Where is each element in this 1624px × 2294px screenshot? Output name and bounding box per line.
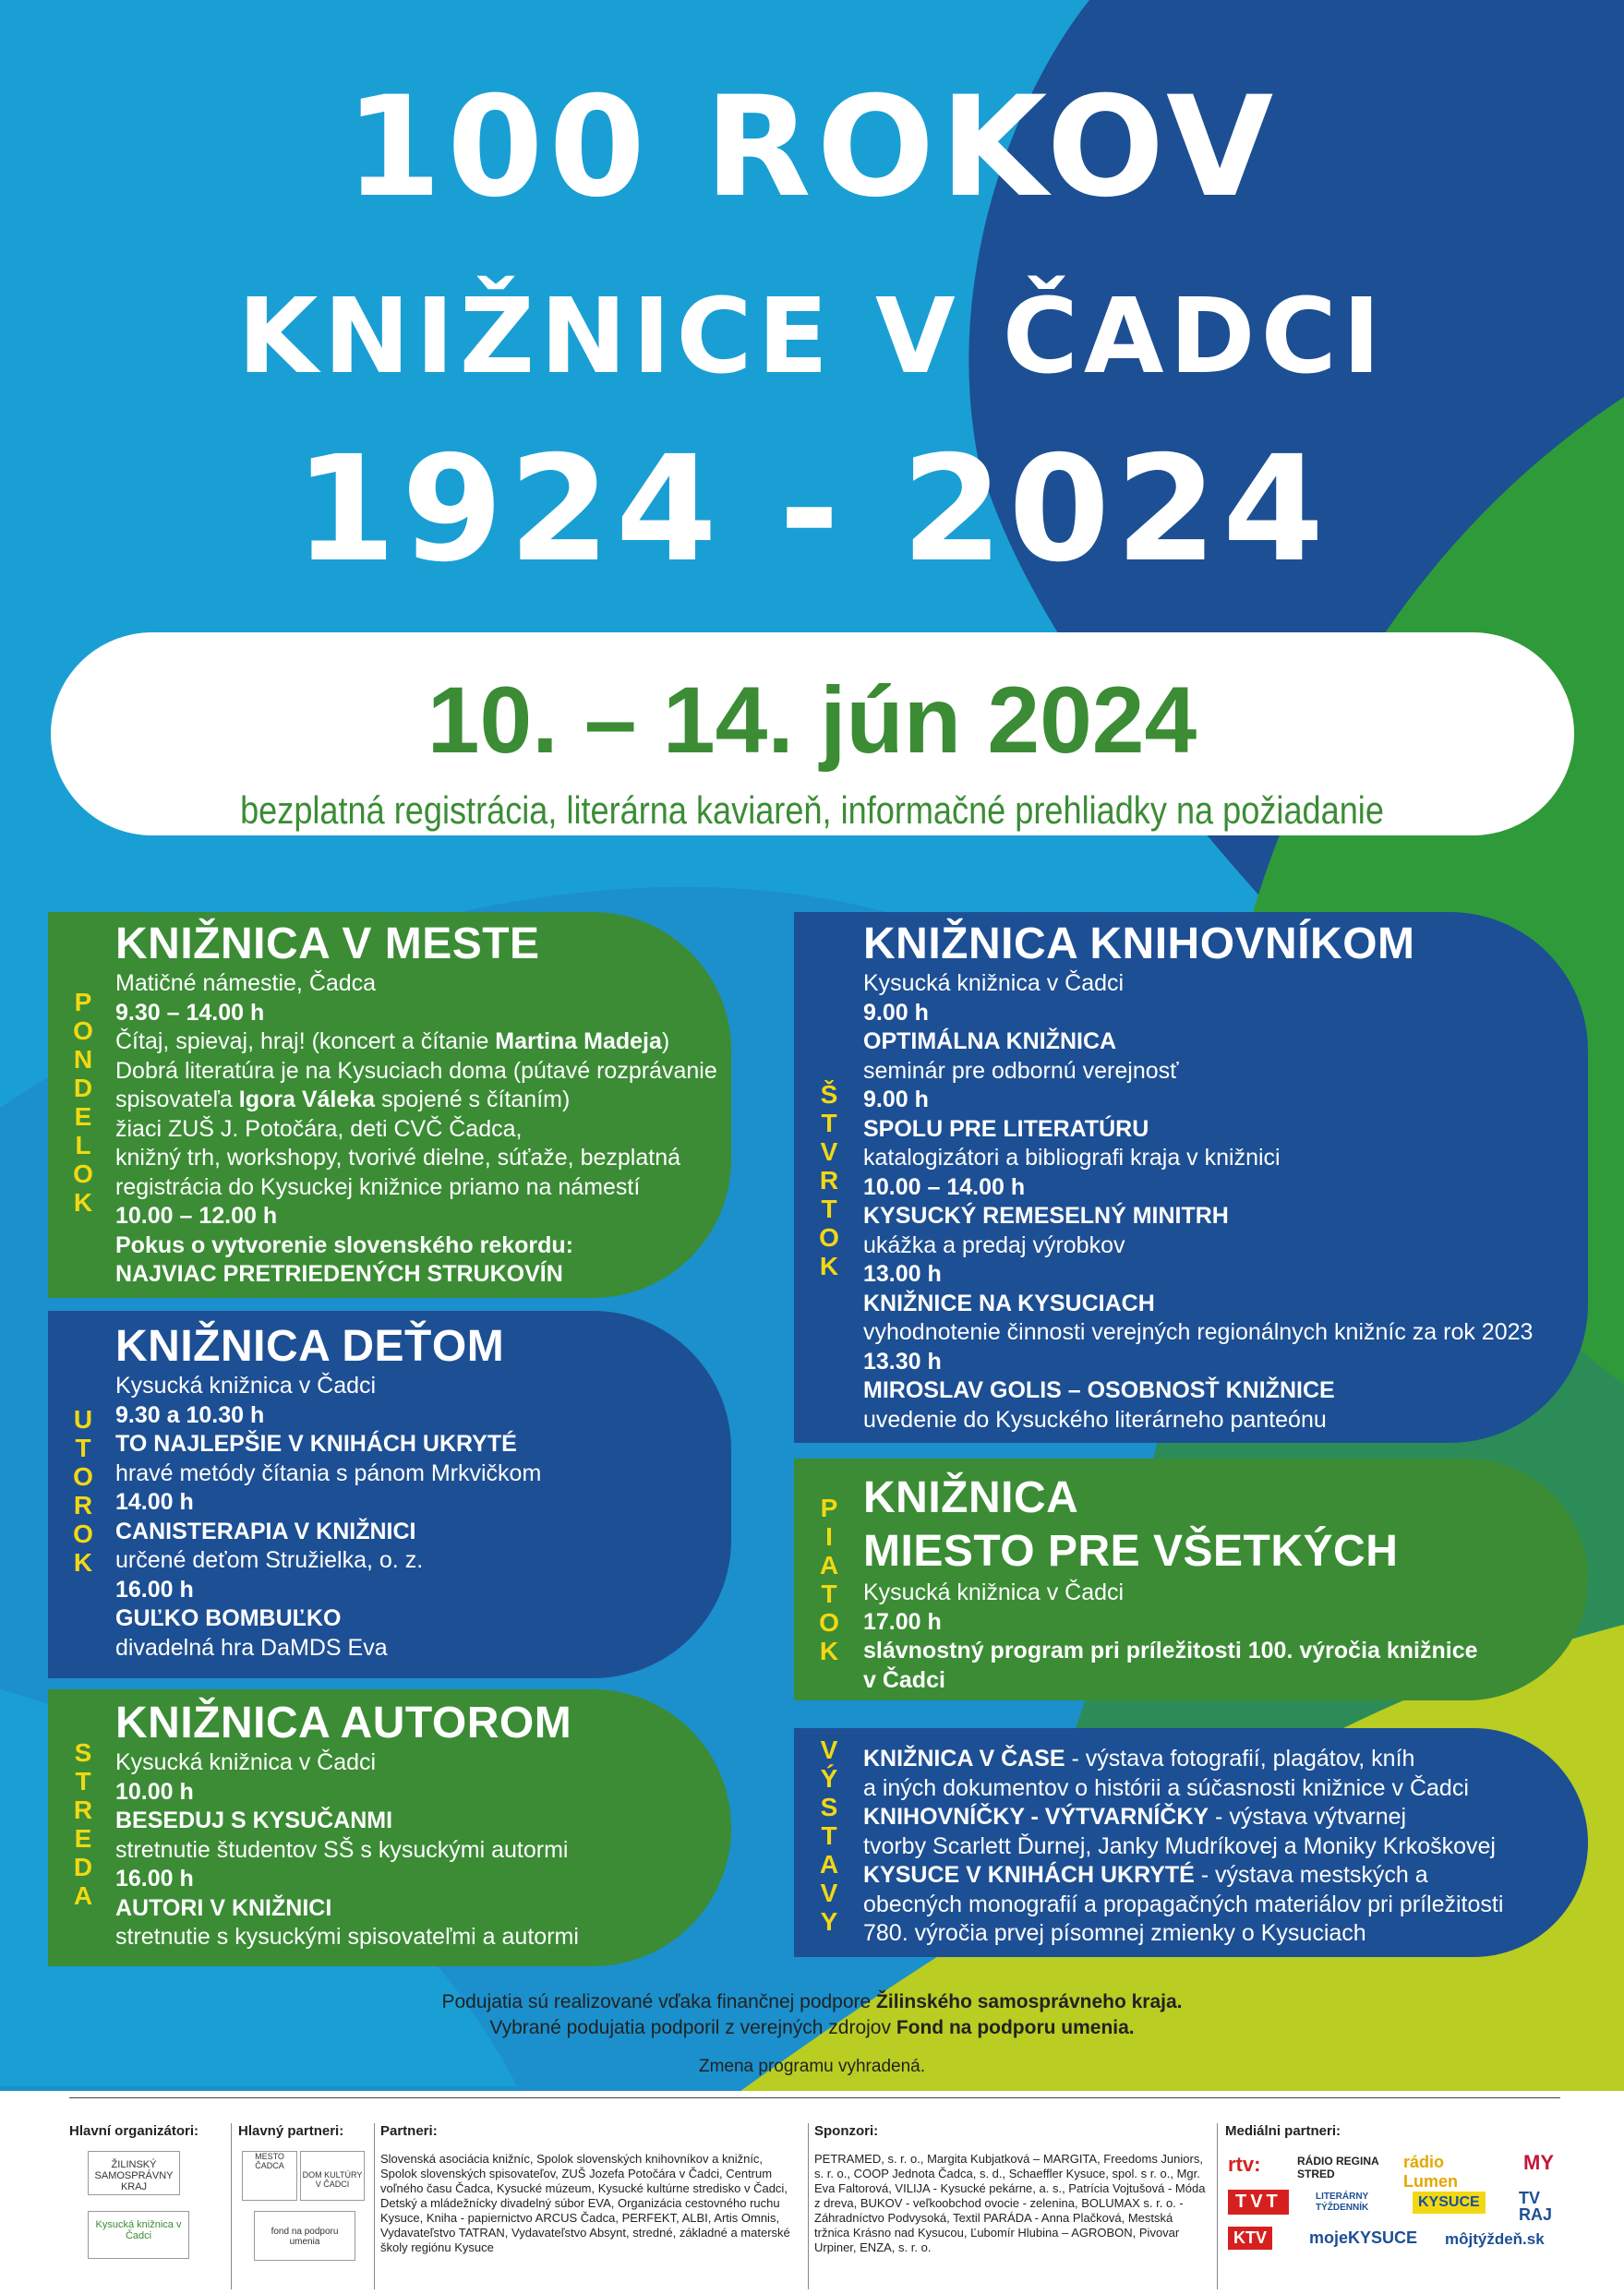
thursday-event-2: SPOLU PRE LITERATÚRU bbox=[863, 1115, 1149, 1142]
wednesday-desc-2: stretnutie s kysuckými spisovateľmi a autormi bbox=[115, 1924, 579, 1950]
friday-event-1b: v Čadci bbox=[863, 1666, 945, 1693]
tuesday-location: Kysucká knižnica v Čadci bbox=[115, 1373, 377, 1399]
exhibition-2-line-2: tvorby Scarlett Ďurnej, Janky Mudríkovej a Moniky Krkoškovej bbox=[863, 1832, 1496, 1859]
friday-title-2: MIESTO PRE VŠETKÝCH bbox=[863, 1527, 1399, 1576]
zsk-logo: ŽILINSKÝ SAMOSPRÁVNY KRAJ bbox=[88, 2151, 180, 2195]
thursday-label: Š T V R T O K bbox=[819, 1080, 839, 1280]
title-line-1: 100 ROKOV bbox=[344, 67, 1280, 228]
exhibitions-label: V Ý S T A V Y bbox=[819, 1736, 839, 1936]
monday-line-3: spisovateľa Igora Váleka spojené s čítaním) bbox=[115, 1087, 571, 1112]
sponsors-column bbox=[814, 2123, 1211, 2255]
main-partners-column bbox=[238, 2123, 367, 2146]
tuesday-content bbox=[115, 1322, 725, 1663]
partners-label: Partneri: bbox=[380, 2123, 438, 2139]
rtv-logo: rtv: bbox=[1228, 2153, 1261, 2176]
wednesday-desc-1: stretnutie študentov SŠ s kysuckými autormi bbox=[115, 1836, 569, 1863]
tv-raj-logo: TV RAJ bbox=[1519, 2189, 1553, 2224]
tuesday-time-1: 9.30 a 10.30 h bbox=[115, 1401, 265, 1428]
monday-line-6: registrácia do Kysuckej knižnice priamo na námestí bbox=[115, 1173, 641, 1200]
monday-line-4: žiaci ZUŠ J. Potočára, deti CVČ Čadca, bbox=[115, 1115, 523, 1142]
radio-regina-logo: RÁDIO REGINA STRED bbox=[1297, 2155, 1379, 2180]
support-line-2: Vybrané podujatia podporil z verejných zdrojov Fond na podporu umenia. bbox=[489, 2017, 1135, 2038]
my-noviny-logo: MY bbox=[1523, 2151, 1554, 2174]
monday-line-5: knižný trh, workshopy, tvorivé dielne, súťaže, bezplatná bbox=[115, 1145, 680, 1171]
fpu-logo: fond na podporu umenia bbox=[254, 2211, 355, 2261]
wednesday-time-1: 10.00 h bbox=[115, 1778, 194, 1805]
thursday-event-4: KNIŽNICE NA KYSUCIACH bbox=[863, 1290, 1155, 1316]
exhibition-3-line-3: 780. výročia prvej písomnej zmienky o Kysuciach bbox=[863, 1920, 1366, 1946]
friday-event-1a: slávnostný program pri príležitosti 100. výročia knižnice bbox=[863, 1638, 1478, 1663]
thursday-content bbox=[863, 919, 1583, 1435]
friday-content bbox=[863, 1471, 1583, 1695]
thursday-time-1: 9.00 h bbox=[863, 999, 929, 1026]
monday-time-2: 10.00 – 12.00 h bbox=[115, 1203, 278, 1229]
wednesday-time-2: 16.00 h bbox=[115, 1866, 194, 1892]
thursday-event-3: KYSUCKÝ REMESELNÝ MINITRH bbox=[863, 1203, 1229, 1229]
tuesday-desc-2: určené deťom Stružielka, o. z. bbox=[115, 1547, 424, 1573]
literarny-tyzdennik-logo: LITERÁRNY TÝŽDENNÍK bbox=[1316, 2192, 1369, 2213]
kysuce-noviny-logo: KYSUCE bbox=[1413, 2192, 1486, 2214]
organizers-column bbox=[69, 2123, 226, 2146]
moje-kysuce-logo: mojeKYSUCE bbox=[1309, 2228, 1418, 2247]
exhibition-3-line-2: obecných monografií a propagačných materiálov pri príležitosti bbox=[863, 1891, 1504, 1917]
monday-content bbox=[115, 919, 743, 1290]
tuesday-time-3: 16.00 h bbox=[115, 1576, 194, 1603]
exhibitions-content bbox=[863, 1745, 1583, 1949]
title-line-2: KNIŽNICE V ČADCI bbox=[237, 277, 1387, 397]
program-change-note: Zmena programu vyhradená. bbox=[698, 2057, 925, 2076]
main-partners-label: Hlavný partneri: bbox=[238, 2123, 344, 2139]
dom-kultury-logo: DOM KULTÚRY V ČADCI bbox=[300, 2151, 365, 2201]
thursday-title: KNIŽNICA KNIHOVNÍKOM bbox=[863, 919, 1415, 968]
radio-lumen-logo: rádio Lumen bbox=[1403, 2153, 1459, 2191]
friday-location: Kysucká knižnica v Čadci bbox=[863, 1579, 1125, 1605]
partners-text: Slovenská asociácia knižníc, Spolok slovenských knihovníkov a knižníc, Spolok slovenských spisovateľov, ZUŠ Jozefa Potočára v Čadci, Centrum voľného času Čadca, Kysucké múzeum, Kysucké kultúrne stredisko v Čadci, Detský a mládežnícky divadelný súbor EVA, Organizácia cestovného ruchu Kysuce, Kniha - papiernictvo ARCUS Čadca, PERFEKT, ALBI, Artis Omnis, Vydavateľstvo TATRAN, Vydavateľstvo Absynt, stredné, základné a materské školy regiónu Kysuce bbox=[380, 2152, 790, 2254]
monday-record-2: NAJVIAC PRETRIEDENÝCH STRUKOVÍN bbox=[115, 1261, 563, 1287]
monday-time-1: 9.30 – 14.00 h bbox=[115, 999, 265, 1026]
wednesday-event-2: AUTORI V KNIŽNICI bbox=[115, 1894, 332, 1921]
wednesday-label: S T R E D A bbox=[73, 1738, 93, 1910]
tuesday-desc-1: hravé metódy čítania s pánom Mrkvičkom bbox=[115, 1459, 542, 1486]
tuesday-event-1: TO NAJLEPŠIE V KNIHÁCH UKRYTÉ bbox=[115, 1431, 517, 1457]
divider-2 bbox=[374, 2123, 375, 2289]
divider-3 bbox=[808, 2123, 809, 2289]
media-label: Mediálni partneri: bbox=[1225, 2123, 1341, 2139]
thursday-desc-2: katalogizátori a bibliografi kraja v knižnici bbox=[863, 1145, 1281, 1171]
title-line-3: 1924 - 2024 bbox=[294, 425, 1330, 595]
tuesday-event-3: GUĽKO BOMBUĽKO bbox=[115, 1605, 342, 1631]
exhibition-1-line-2: a iných dokumentov o histórii a súčasnosti knižnice v Čadci bbox=[863, 1774, 1469, 1801]
tuesday-event-2: CANISTERAPIA V KNIŽNICI bbox=[115, 1518, 416, 1544]
sponsors-text: PETRAMED, s. r. o., Margita Kubjatková – MARGITA, Freedoms Juniors, s. r. o., COOP Jednota Čadca, s. d., Schaeffler Kysuce, spol. s r. o., Mgr. Eva Faltorová, VILIJA - Kysucké pekárne, a. s., Patrícia Vojtušová - Móda z dreva, BUKOV - veľkoobchod ovocie - zelenina, BOLUMAX s. r. o. - Záhradníctvo Podvysoká, Textil PARÁDA - Anna Plačková, Mestská tržnica Krásno nad Kysucou, Ľubomír Hlubina – AGROBON, Pivovar Urpiner, ENZA, s. r. o. bbox=[814, 2152, 1206, 2254]
thursday-event-5: MIROSLAV GOLIS – OSOBNOSŤ KNIŽNICE bbox=[863, 1377, 1335, 1403]
thursday-time-4: 13.00 h bbox=[863, 1261, 942, 1287]
tuesday-desc-3: divadelná hra DaMDS Eva bbox=[115, 1634, 388, 1661]
friday-title-1: KNIŽNICA bbox=[863, 1473, 1079, 1522]
friday-label: P I A T O K bbox=[819, 1494, 839, 1665]
kysucka-kniznica-logo: Kysucká knižnica v Čadci bbox=[88, 2211, 189, 2259]
thursday-desc-3: ukážka a predaj výrobkov bbox=[863, 1231, 1125, 1258]
tvt-logo: TVT bbox=[1228, 2190, 1289, 2215]
thursday-desc-1: seminár pre odbornú verejnosť bbox=[863, 1057, 1179, 1084]
tuesday-label: U T O R O K bbox=[73, 1405, 93, 1577]
support-line-1: Podujatia sú realizované vďaka finančnej podpore Žilinského samosprávneho kraja. bbox=[441, 1991, 1183, 2012]
tuesday-title: KNIŽNICA DEŤOM bbox=[115, 1322, 505, 1371]
exhibition-1: KNIŽNICA V ČASE - výstava fotografií, plagátov, kníh bbox=[863, 1746, 1415, 1772]
exhibition-3: KYSUCE V KNIHÁCH UKRYTÉ - výstava mestských a bbox=[863, 1862, 1428, 1888]
partners-column bbox=[380, 2123, 800, 2255]
monday-location: Matičné námestie, Čadca bbox=[115, 970, 377, 996]
divider-4 bbox=[1217, 2123, 1218, 2289]
monday-label: P O N D E L O K bbox=[73, 988, 93, 1217]
thursday-time-5: 13.30 h bbox=[863, 1348, 942, 1375]
footer-separator bbox=[69, 2097, 1560, 2098]
wednesday-title: KNIŽNICA AUTOROM bbox=[115, 1699, 572, 1748]
wednesday-location: Kysucká knižnica v Čadci bbox=[115, 1749, 377, 1775]
tuesday-time-2: 14.00 h bbox=[115, 1489, 194, 1515]
thursday-location: Kysucká knižnica v Čadci bbox=[863, 970, 1125, 996]
thursday-desc-5: uvedenie do Kysuckého literárneho panteónu bbox=[863, 1406, 1327, 1433]
monday-line-1: Čítaj, spievaj, hraj! (koncert a čítanie Martina Madeja) bbox=[115, 1028, 670, 1054]
media-column bbox=[1225, 2123, 1585, 2146]
event-subtitle: bezplatná registrácia, literárna kaviareň, informačné prehliadky na požiadanie bbox=[240, 788, 1384, 832]
moj-tyzden-logo: môjtýždeň.sk bbox=[1445, 2230, 1545, 2248]
monday-record-1: Pokus o vytvorenie slovenského rekordu: bbox=[115, 1231, 573, 1258]
monday-title: KNIŽNICA V MESTE bbox=[115, 919, 540, 968]
divider-1 bbox=[231, 2123, 232, 2289]
thursday-event-1: OPTIMÁLNA KNIŽNICA bbox=[863, 1028, 1117, 1054]
thursday-time-3: 10.00 – 14.00 h bbox=[863, 1173, 1026, 1200]
friday-time-1: 17.00 h bbox=[863, 1608, 942, 1635]
monday-line-2: Dobrá literatúra je na Kysuciach doma (pútavé rozprávanie bbox=[115, 1057, 717, 1084]
sponsors-label: Sponzori: bbox=[814, 2123, 879, 2139]
thursday-time-2: 9.00 h bbox=[863, 1087, 929, 1112]
mesto-cadca-logo: MESTO ČADCA bbox=[242, 2151, 297, 2201]
thursday-desc-4: vyhodnotenie činnosti verejných regionálnych knižníc za rok 2023 bbox=[863, 1319, 1534, 1345]
organizers-label: Hlavní organizátori: bbox=[69, 2123, 199, 2139]
exhibition-2: KNIHOVNÍČKY - VÝTVARNÍČKY - výstava výtvarnej bbox=[863, 1804, 1407, 1830]
wednesday-content bbox=[115, 1699, 725, 1952]
wednesday-event-1: BESEDUJ S KYSUČANMI bbox=[115, 1808, 393, 1833]
ktv-logo: KTV bbox=[1228, 2227, 1272, 2250]
event-dates: 10. – 14. jún 2024 bbox=[427, 667, 1197, 773]
